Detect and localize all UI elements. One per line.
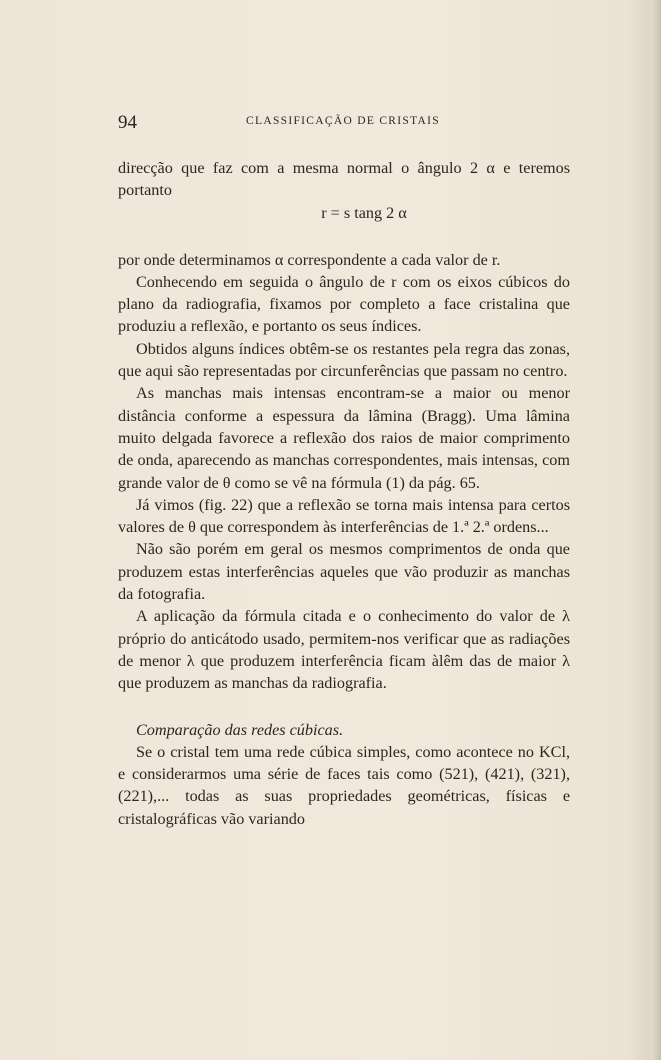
page-header — [118, 112, 568, 136]
page-edge — [651, 0, 661, 1060]
paragraph-2: por onde determinamos α correspondente a cada valor de r. — [118, 250, 501, 269]
paragraph-7: Não são porém em geral os mesmos comprimentos de onda que produzem estas interferências aqueles que vão produzir as manchas da fotografia. — [118, 540, 570, 604]
running-title: CLASSIFICAÇÃO DE CRISTAIS — [246, 115, 440, 127]
page-body — [118, 157, 570, 830]
page-number: 94 — [118, 112, 137, 133]
paragraph-6: Já vimos (fig. 22) que a reflexão se torna mais intensa para certos valores de θ que correspondem às interferências de 1.ª 2.ª ordens... — [118, 495, 570, 537]
section-title: Comparação das redes cúbicas. — [136, 720, 344, 739]
formula: r = s tang 2 α — [321, 203, 407, 222]
paragraph-4: Obtidos alguns índices obtêm-se os restantes pela regra das zonas, que aqui são representadas por circunferências que passam no centro. — [118, 339, 570, 381]
paragraph-5: As manchas mais intensas encontram-se a maior ou menor distância conforme a espessura da lâmina (Bragg). Uma lâmina muito delgada favorece a reflexão dos raios de maior comprimento de onda, aparecendo as manchas correspondentes, mais intensas, com grande valor de θ como se vê na fórmula (1) da pág. 65. — [118, 384, 570, 492]
paragraph-8: A aplicação da fórmula citada e o conhecimento do valor de λ próprio do anticátodo usado, permitem-nos verificar que as radiações de menor λ que produzem interferência ficam àlêm das de maior λ que produzem as manchas da radiografia. — [118, 607, 570, 693]
paragraph-3: Conhecendo em seguida o ângulo de r com os eixos cúbicos do plano da radiografia, fixamos por completo a face cristalina que produziu a reflexão, e portanto os seus índices. — [118, 272, 570, 336]
paragraph-1: direcção que faz com a mesma normal o ângulo 2 α e teremos portanto — [118, 159, 570, 200]
paragraph-9: Se o cristal tem uma rede cúbica simples, como acontece no KCl, e considerarmos uma série de faces tais como (521), (421), (321), (221),... todas as suas propriedades geométricas, físicas e cristalográficas vão variando — [118, 742, 570, 828]
